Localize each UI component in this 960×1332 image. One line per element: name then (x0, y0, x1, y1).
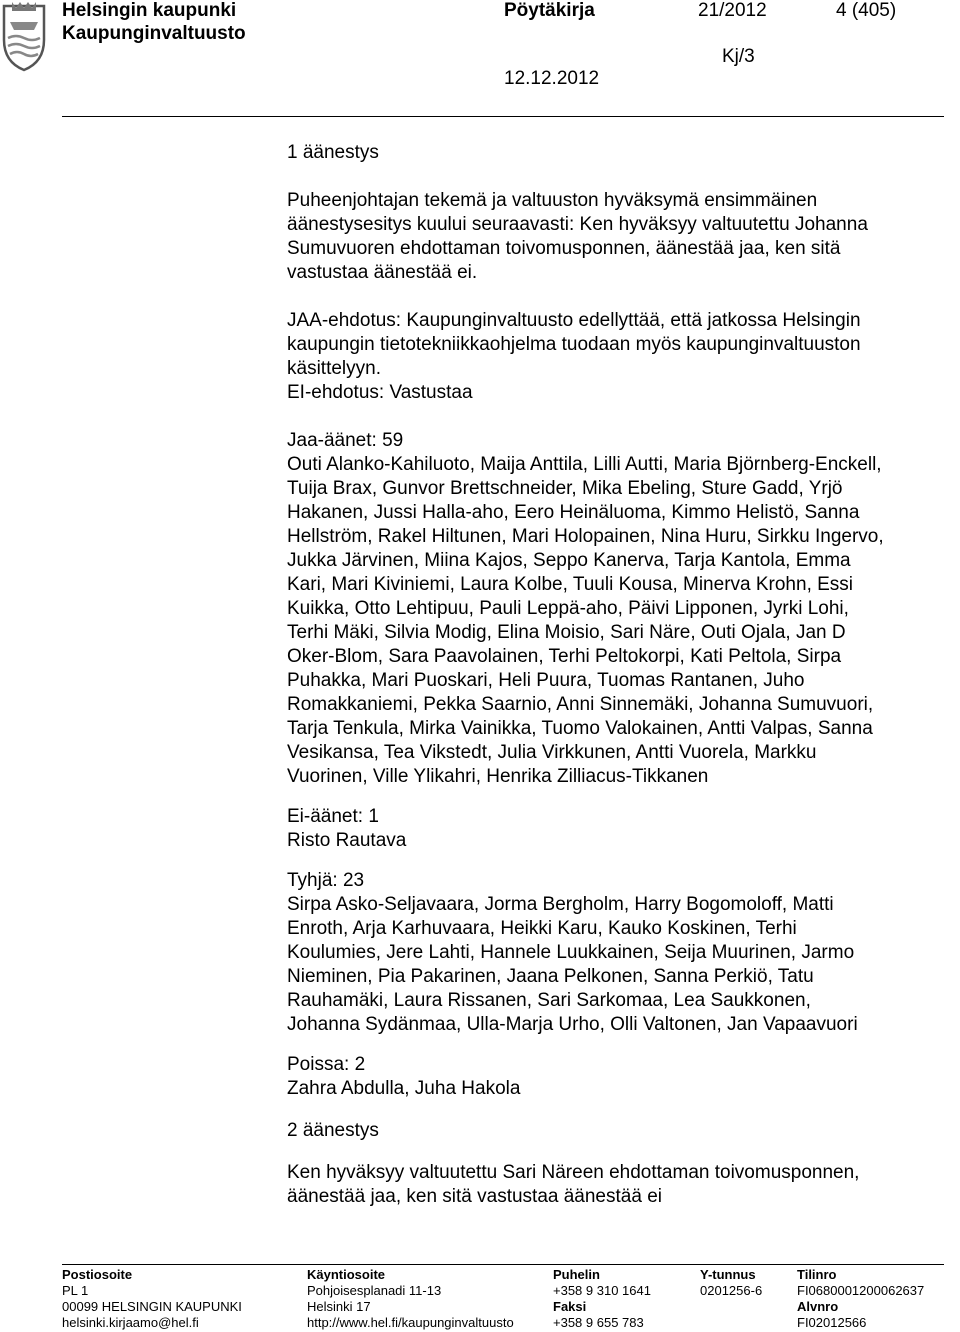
text-line: Oker-Blom, Sara Paavolainen, Terhi Peltokorpi, Kati Peltola, Sirpa (287, 646, 842, 667)
vote1-title: 1 äänestys (287, 142, 379, 163)
jaa-proposal (287, 309, 947, 381)
text-line: Johanna Sydänmaa, Ulla-Marja Urho, Olli Valtonen, Jan Vapaavuori (287, 1014, 858, 1035)
text-line: Ken hyväksyy valtuutettu Sari Näreen ehdottaman toivomusponnen, (287, 1162, 860, 1183)
footer-email-link[interactable]: helsinki.kirjaamo@hel.fi (62, 1315, 199, 1330)
text-line: Sirpa Asko-Seljavaara, Jorma Bergholm, Harry Bogomoloff, Matti (287, 894, 834, 915)
text-line: Jukka Järvinen, Miina Kajos, Seppo Kanerva, Tarja Kantola, Emma (287, 550, 851, 571)
text-line: Puheenjohtajan tekemä ja valtuuston hyväksymä ensimmäinen (287, 190, 818, 211)
footer-label: Postiosoite (62, 1267, 133, 1282)
blank-votes-title: Tyhjä: 23 (287, 870, 365, 891)
text-line: Terhi Mäki, Silvia Modig, Elina Moisio, Sari Näre, Outi Ojala, Jan D (287, 622, 846, 643)
footer-postal-address (62, 1267, 242, 1331)
text-line: Hellström, Rakel Hiltunen, Mari Holopainen, Nina Huru, Sirkku Ingervo, (287, 526, 884, 547)
footer-value: 0201256-6 (700, 1283, 763, 1298)
text-line: Hakanen, Jussi Halla-aho, Eero Heinäluoma, Kimmo Helistö, Sanna (287, 502, 860, 523)
footer-website-link[interactable]: http://www.hel.fi/kaupunginvaltuusto (307, 1315, 514, 1330)
footer-label: Puhelin (553, 1267, 600, 1282)
document-type: Pöytäkirja (504, 0, 595, 21)
vote2-proposal (287, 1161, 947, 1209)
yes-votes-names (287, 453, 947, 789)
footer-label: Y-tunnus (700, 1267, 756, 1282)
footer-account (797, 1267, 924, 1331)
vote2-title: 2 äänestys (287, 1120, 379, 1141)
footer-label: Käyntiosoite (307, 1267, 386, 1282)
city-name: Helsingin kaupunki (62, 0, 237, 21)
text-line: äänestää jaa, ken sitä vastustaa äänestää ei (287, 1186, 662, 1207)
text-line: Tuija Brax, Gunvor Brettschneider, Mika Ebeling, Sture Gadd, Yrjö (287, 478, 843, 499)
footer-phone (553, 1267, 651, 1331)
footer-value: Helsinki 17 (307, 1299, 371, 1314)
ei-proposal: EI-ehdotus: Vastustaa (287, 382, 473, 403)
footer-value: +358 9 310 1641 (553, 1283, 651, 1298)
footer-label: Tilinro (797, 1267, 837, 1282)
text-line: äänestysesitys kuului seuraavasti: Ken hyväksyy valtuutettu Johanna (287, 214, 868, 235)
text-line: JAA-ehdotus: Kaupunginvaltuusto edellyttää, että jatkossa Helsingin (287, 310, 861, 331)
text-line: Vuorinen, Ville Ylikahri, Henrika Zilliacus-Tikkanen (287, 766, 709, 787)
text-line: Outi Alanko-Kahiluoto, Maija Anttila, Lilli Autti, Maria Björnberg-Enckell, (287, 454, 882, 475)
footer-divider (62, 1264, 944, 1265)
text-line: Kari, Mari Kiviniemi, Laura Kolbe, Tuuli Kousa, Minerva Krohn, Essi (287, 574, 854, 595)
footer-label: Faksi (553, 1299, 587, 1314)
page-number: 4 (405) (836, 0, 897, 21)
text-line: Kuikka, Otto Lehtipuu, Pauli Leppä-aho, Päivi Lipponen, Jyrki Lohi, (287, 598, 849, 619)
header-divider (62, 116, 944, 117)
text-line: Sumuvuoren ehdottaman toivomusponnen, äänestää jaa, ken sitä (287, 238, 841, 259)
text-line: käsittelyyn. (287, 358, 381, 379)
helsinki-coat-of-arms-logo (0, 0, 48, 72)
footer-value: FI0680001200062637 (797, 1283, 925, 1298)
footer-label: Alvnro (797, 1299, 839, 1314)
footer-value: Pohjoisesplanadi 11-13 (307, 1283, 442, 1298)
text-line: vastustaa äänestää ei. (287, 262, 478, 283)
meeting-date: 12.12.2012 (504, 68, 600, 89)
footer-value: FI02012566 (797, 1315, 867, 1330)
text-line: Nieminen, Pia Pakarinen, Jaana Pelkonen, Sanna Perkiö, Tatu (287, 966, 814, 987)
text-line: Koulumies, Jere Lahti, Hannele Luukkainen, Seija Muurinen, Jarmo (287, 942, 855, 963)
document-body (287, 141, 947, 1209)
footer-visiting-address (307, 1267, 514, 1331)
footer-value: 00099 HELSINGIN KAUPUNKI (62, 1299, 242, 1314)
yes-votes-title: Jaa-äänet: 59 (287, 430, 404, 451)
text-line: Enroth, Arja Karhuvaara, Heikki Karu, Kauko Koskinen, Terhi (287, 918, 797, 939)
blank-votes-names (287, 893, 947, 1037)
no-votes-title: Ei-äänet: 1 (287, 806, 379, 827)
minutes-number: 21/2012 (698, 0, 767, 21)
text-line: kaupungin tietotekniikkaohjelma tuodaan myös kaupunginvaltuuston (287, 334, 861, 355)
footer-value: +358 9 655 783 (553, 1315, 644, 1330)
council-name: Kaupunginvaltuusto (62, 23, 246, 44)
section-code: Kj/3 (722, 46, 755, 67)
vote1-intro (287, 189, 947, 285)
text-line: Tarja Tenkula, Mirka Vainikka, Tuomo Valokainen, Antti Valpas, Sanna (287, 718, 873, 739)
absent-names: Zahra Abdulla, Juha Hakola (287, 1078, 521, 1099)
text-line: Vesikansa, Tea Vikstedt, Julia Virkkunen, Antti Vuorela, Markku (287, 742, 817, 763)
text-line: Puhakka, Mari Puoskari, Heli Puura, Tuomas Rantanen, Juho (287, 670, 805, 691)
text-line: Romakkaniemi, Pekka Saarnio, Anni Sinnemäki, Johanna Sumuvuori, (287, 694, 874, 715)
footer-value: PL 1 (62, 1283, 89, 1298)
no-votes-names: Risto Rautava (287, 830, 407, 851)
absent-title: Poissa: 2 (287, 1054, 366, 1075)
text-line: Rauhamäki, Laura Rissanen, Sari Sarkomaa, Lea Saukkonen, (287, 990, 811, 1011)
footer-business-id (700, 1267, 762, 1299)
